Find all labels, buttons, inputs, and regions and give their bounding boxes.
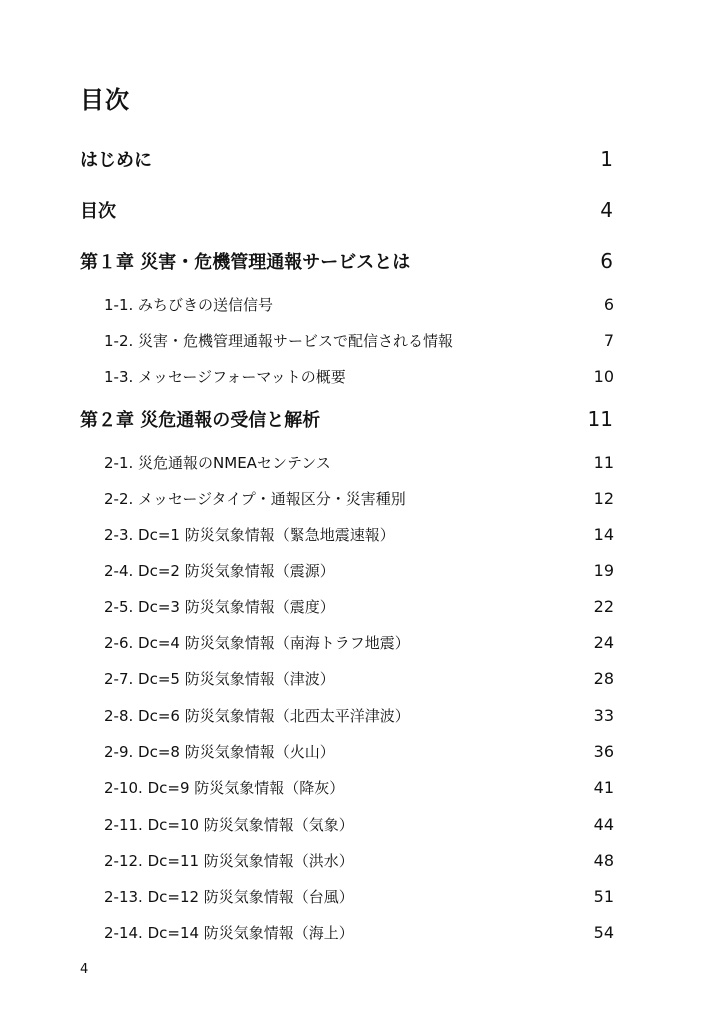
toc-entry-section-1-2[interactable] xyxy=(104,330,614,351)
toc-entry-title: 2-8. Dc=6 防災気象情報（北西太平洋津波） xyxy=(104,707,410,725)
toc-entry-title: 2-1. 災危通報のNMEAセンテンス xyxy=(104,454,331,472)
toc-entry-title: 1-2. 災害・危機管理通報サービスで配信される情報 xyxy=(104,332,454,350)
toc-entry-title: 1-1. みちびきの送信信号 xyxy=(104,296,274,314)
toc-entry-chapter-1[interactable] xyxy=(80,248,613,274)
toc-entry-page-number: 51 xyxy=(593,887,614,906)
toc-entry-title: 2-3. Dc=1 防災気象情報（緊急地震速報） xyxy=(104,526,395,544)
toc-entry-title: 2-14. Dc=14 防災気象情報（海上） xyxy=(104,924,354,942)
toc-entry-section-2-8[interactable] xyxy=(104,705,614,726)
toc-entry-page-number: 41 xyxy=(593,778,614,797)
toc-entry-page-number: 24 xyxy=(593,633,614,652)
toc-entry-section-2-6[interactable] xyxy=(104,632,614,653)
toc-entry-section-2-11[interactable] xyxy=(104,814,614,835)
toc-entry-title: 2-5. Dc=3 防災気象情報（震度） xyxy=(104,598,335,616)
toc-entry-section-2-13[interactable] xyxy=(104,886,614,907)
toc-entry-title: 2-13. Dc=12 防災気象情報（台風） xyxy=(104,888,354,906)
toc-entry-title: 目次 xyxy=(80,201,116,222)
toc-entry-page-number: 11 xyxy=(593,453,614,472)
toc-entry-title: 2-12. Dc=11 防災気象情報（洪水） xyxy=(104,852,354,870)
toc-entry-page-number: 6 xyxy=(600,249,613,273)
toc-entry-title: 2-11. Dc=10 防災気象情報（気象） xyxy=(104,816,354,834)
toc-entry-section-1-3[interactable] xyxy=(104,366,614,387)
toc-entry-page-number: 1 xyxy=(600,147,613,171)
toc-entry-title: 2-2. メッセージタイプ・通報区分・災害種別 xyxy=(104,490,406,508)
toc-entry-page-number: 22 xyxy=(593,597,614,616)
toc-entry-page-number: 44 xyxy=(593,815,614,834)
toc-entry-page-number: 10 xyxy=(593,367,614,386)
toc-entry-page-number: 28 xyxy=(593,669,614,688)
toc-entry-title: 2-10. Dc=9 防災気象情報（降灰） xyxy=(104,779,345,797)
toc-entry-section-2-1[interactable] xyxy=(104,452,614,473)
toc-entry-section-2-12[interactable] xyxy=(104,850,614,871)
toc-entry-section-2-4[interactable] xyxy=(104,560,614,581)
toc-entry-page-number: 33 xyxy=(593,706,614,725)
toc-entry-page-number: 48 xyxy=(593,851,614,870)
toc-entry-page-number: 14 xyxy=(593,525,614,544)
toc-entry-title: 1-3. メッセージフォーマットの概要 xyxy=(104,368,346,386)
toc-entry-section-2-3[interactable] xyxy=(104,524,614,545)
toc-entry-title: 第１章 災害・危機管理通報サービスとは xyxy=(80,252,411,273)
toc-entry-page-number: 11 xyxy=(587,407,613,431)
toc-entry-section-2-2[interactable] xyxy=(104,488,614,509)
toc-entry-introduction[interactable] xyxy=(80,146,613,172)
toc-entry-title: 第２章 災危通報の受信と解析 xyxy=(80,410,321,431)
footer-page-number: 4 xyxy=(80,962,89,977)
toc-entry-page-number: 54 xyxy=(593,923,614,942)
toc-entry-chapter-2[interactable] xyxy=(80,406,613,432)
toc-entry-page-number: 6 xyxy=(603,295,614,314)
toc-entry-section-2-10[interactable] xyxy=(104,777,614,798)
toc-entry-section-1-1[interactable] xyxy=(104,294,614,315)
toc-entry-page-number: 4 xyxy=(600,198,613,222)
toc-entry-title: 2-7. Dc=5 防災気象情報（津波） xyxy=(104,670,335,688)
toc-entry-page-number: 19 xyxy=(593,561,614,580)
toc-entry-page-number: 36 xyxy=(593,742,614,761)
page-title: 目次 xyxy=(80,86,130,114)
toc-entry-section-2-9[interactable] xyxy=(104,741,614,762)
toc-entry-title: 2-9. Dc=8 防災気象情報（火山） xyxy=(104,743,335,761)
toc-entry-page-number: 12 xyxy=(593,489,614,508)
toc-entry-title: 2-6. Dc=4 防災気象情報（南海トラフ地震） xyxy=(104,634,410,652)
toc-entry-title: 2-4. Dc=2 防災気象情報（震源） xyxy=(104,562,335,580)
toc-entry-page-number: 7 xyxy=(603,331,614,350)
toc-entry-section-2-7[interactable] xyxy=(104,668,614,689)
toc-entry-contents[interactable] xyxy=(80,197,613,223)
toc-entry-section-2-5[interactable] xyxy=(104,596,614,617)
toc-entry-title: はじめに xyxy=(80,150,152,171)
toc-entry-section-2-14[interactable] xyxy=(104,922,614,943)
